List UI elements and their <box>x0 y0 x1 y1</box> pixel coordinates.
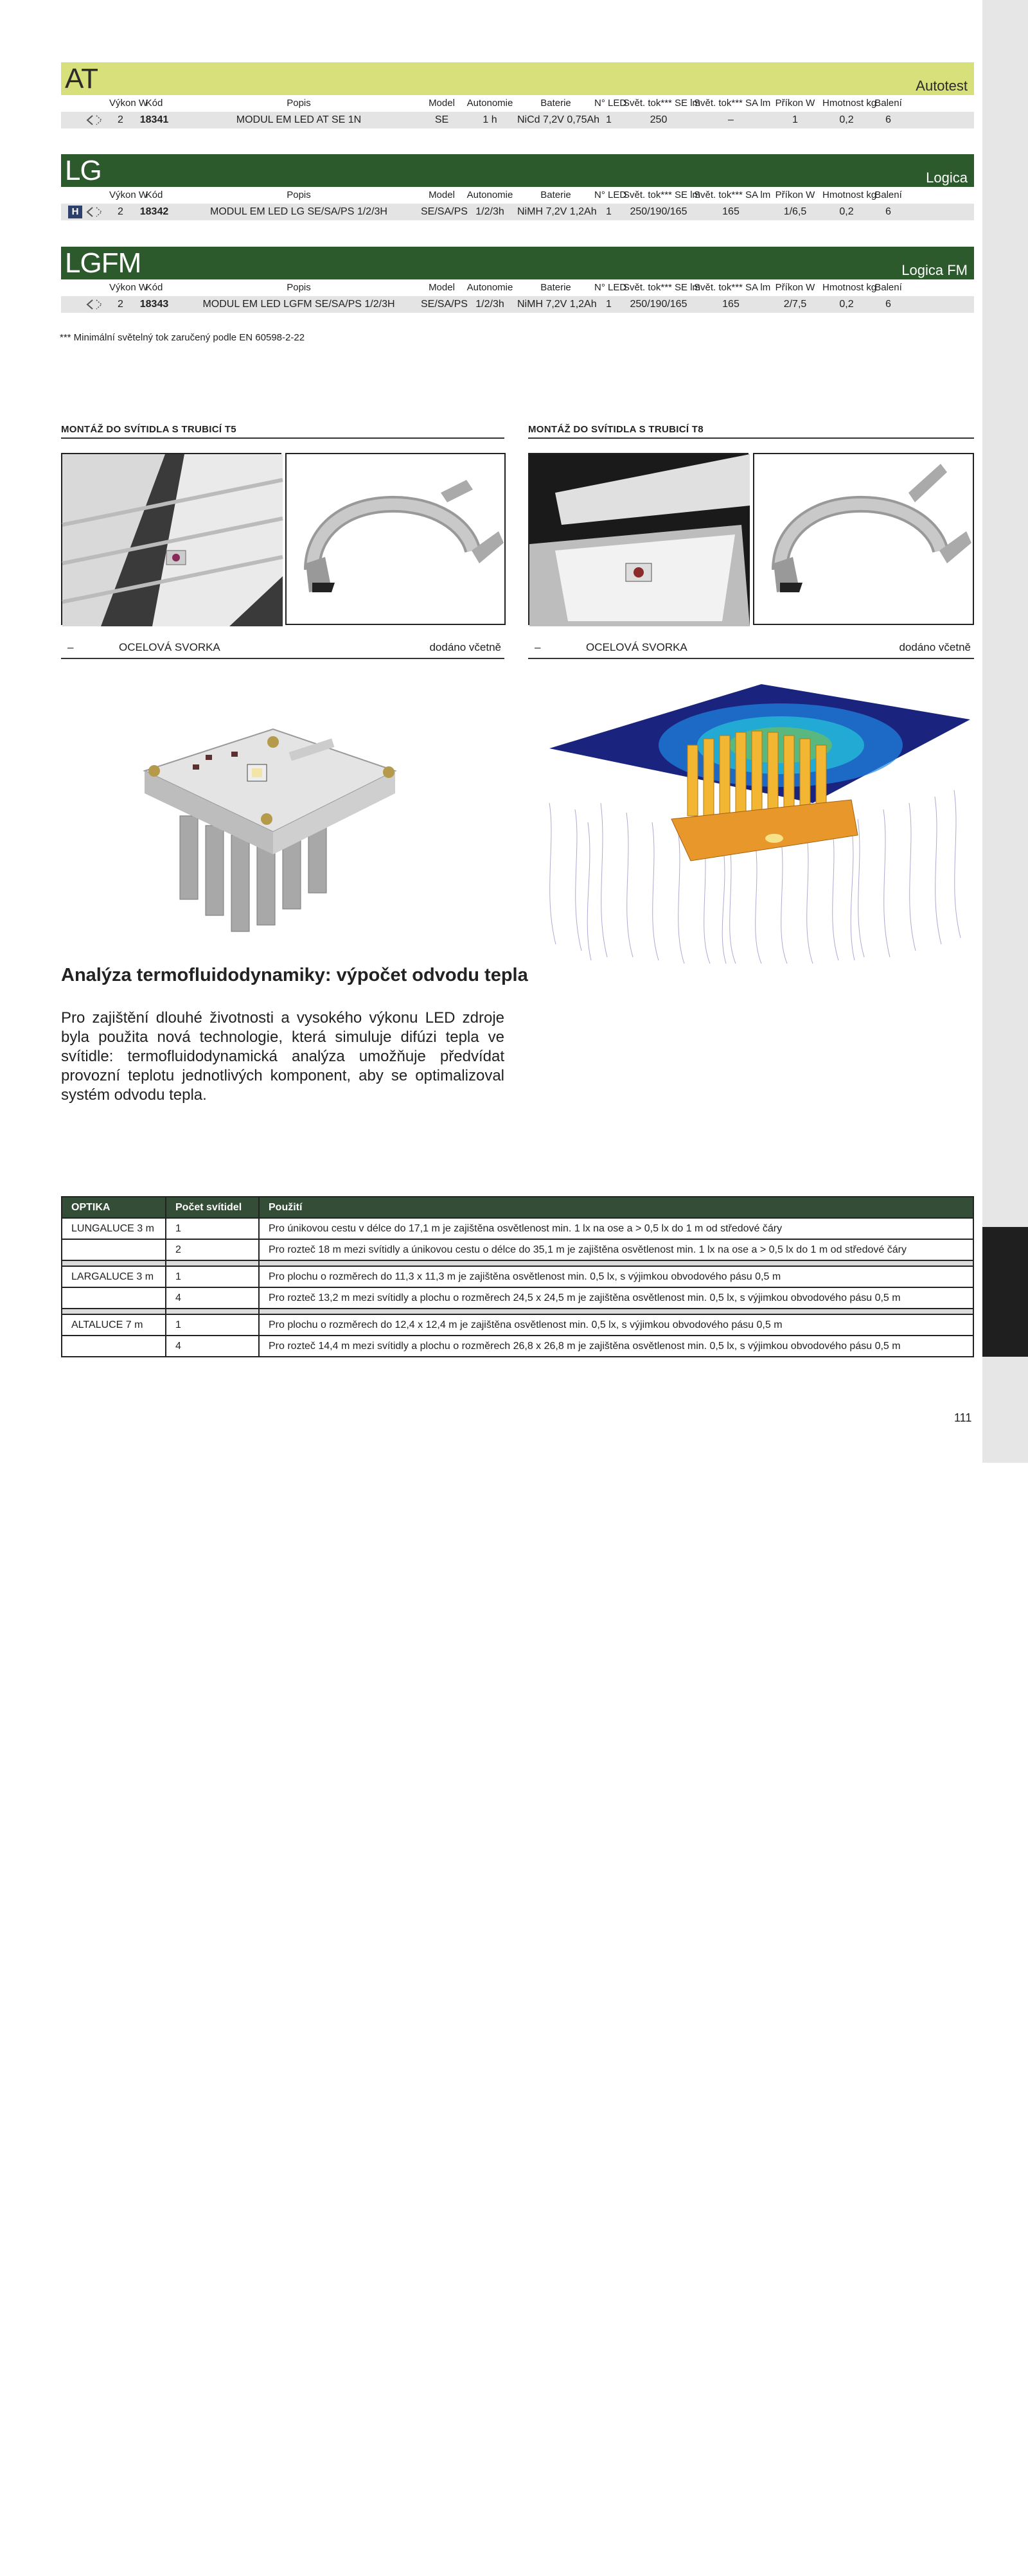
th-optic: OPTIKA <box>62 1197 166 1218</box>
included-label: dodáno včetně <box>899 641 971 653</box>
product-code: LG <box>65 155 102 186</box>
cell-led-count: 1 <box>606 114 612 125</box>
col-header: Baterie <box>540 282 571 293</box>
cell-weight: 0,2 <box>839 206 854 217</box>
col-header: Svět. tok*** SA lm <box>694 98 771 109</box>
footnote: *** Minimální světelný tok zaručený podle EN 60598-2-22 <box>60 332 305 343</box>
cell-model: SE <box>434 114 449 125</box>
cell-battery: NiCd 7,2V 0,75Ah <box>517 114 600 125</box>
product-name: Logica <box>926 170 968 186</box>
product-bar <box>61 247 974 279</box>
product-row <box>61 296 974 313</box>
emergency-exit-icon <box>85 298 104 311</box>
col-header: Příkon W <box>775 282 815 293</box>
col-header: Popis <box>287 190 311 200</box>
col-header: Svět. tok*** SE lm <box>623 98 701 109</box>
mount-title-t5: MONTÁŽ DO SVÍTIDLA S TRUBICÍ T5 <box>61 424 504 439</box>
column-header-row <box>61 187 974 204</box>
table-row <box>62 1218 973 1239</box>
cell-code: 18341 <box>139 114 169 125</box>
product-row <box>61 204 974 220</box>
luminaire-t5-photo <box>61 453 281 625</box>
cell-description: MODUL EM LED AT SE 1N <box>236 114 362 125</box>
side-tab <box>982 1227 1028 2576</box>
cell-led-count: 1 <box>606 206 612 217</box>
cell-led-count: 1 <box>606 299 612 310</box>
table-row <box>62 1336 973 1357</box>
dash: – <box>67 641 74 653</box>
steel-clamp-photo <box>285 453 506 625</box>
luminaire-count: 2 <box>166 1239 259 1260</box>
side-strip <box>982 0 1028 2576</box>
th-use: Použití <box>259 1197 973 1218</box>
product-bar <box>61 62 974 95</box>
page-number: 111 <box>954 1411 972 1424</box>
col-header: N° LED <box>594 282 627 293</box>
h-badge: H <box>68 206 82 218</box>
col-header: Popis <box>287 282 311 293</box>
product-name: Logica FM <box>901 262 968 278</box>
cell-autonomy: 1 h <box>483 114 497 125</box>
col-header: N° LED <box>594 98 627 109</box>
luminaire-count: 1 <box>166 1314 259 1336</box>
emergency-exit-icon <box>85 114 104 127</box>
optics-table <box>61 1196 974 1357</box>
usage-text: Pro rozteč 18 m mezi svítidly a únikovou cestu o délce do 35,1 m je zajištěna osvětlenost min. 1 lx na ose a > 0,5 lx do 1 m od středové čáry <box>259 1239 973 1260</box>
cell-input-power: 1 <box>792 114 798 125</box>
col-header: Svět. tok*** SE lm <box>623 190 701 200</box>
cell-model: SE/SA/PS <box>421 299 468 310</box>
optic-name: LARGALUCE 3 m <box>62 1266 166 1287</box>
product-block-lgfm <box>61 247 974 313</box>
col-header: Baterie <box>540 190 571 200</box>
cell-flux-sa: – <box>728 114 734 125</box>
col-header: Model <box>429 98 455 109</box>
col-header: Autonomie <box>466 98 513 109</box>
product-bar <box>61 154 974 187</box>
steel-clamp-photo-2 <box>753 453 974 625</box>
cell-flux-se: 250/190/165 <box>630 299 687 310</box>
analysis-text: Pro zajištění dlouhé životnosti a vysokého výkonu LED zdroje byla použita nová technologie, která simuluje difúzi tepla ve svítidle: termofluidodynamická analýza umožňuje předvídat provozní teplotu jednotlivých komponent, aby se optimalizoval systém odvodu tepla. <box>61 1009 504 1104</box>
clamp-info-t5 <box>61 640 504 659</box>
col-header: Model <box>429 190 455 200</box>
optic-name: ALTALUCE 7 m <box>62 1314 166 1336</box>
luminaire-count: 1 <box>166 1218 259 1239</box>
dash: – <box>535 641 541 653</box>
col-header: Balení <box>874 98 902 109</box>
usage-text: Pro plochu o rozměrech do 11,3 x 11,3 m je zajištěna osvětlenost min. 0,5 lx, s výjimkou obvodového pásu 0,5 m <box>259 1266 973 1287</box>
cell-flux-se: 250/190/165 <box>630 206 687 217</box>
col-header: Kód <box>145 282 163 293</box>
cell-code: 18342 <box>139 206 169 217</box>
col-header: Autonomie <box>466 282 513 293</box>
cell-model: SE/SA/PS <box>421 206 468 217</box>
emergency-exit-icon <box>85 206 104 218</box>
table-row <box>62 1239 973 1260</box>
cell-description: MODUL EM LED LGFM SE/SA/PS 1/2/3H <box>202 299 395 310</box>
col-header: Výkon W <box>109 282 148 293</box>
cell-flux-se: 250 <box>650 114 668 125</box>
usage-text: Pro únikovou cestu v délce do 17,1 m je zajištěna osvětlenost min. 1 lx na ose a > 0,5 lx do 1 m od středové čáry <box>259 1218 973 1239</box>
clamp-info-t8 <box>528 640 974 659</box>
mount-title-t8: MONTÁŽ DO SVÍTIDLA S TRUBICÍ T8 <box>528 424 974 439</box>
analysis-title: Analýza termofluidodynamiky: výpočet odvodu tepla <box>61 965 528 985</box>
usage-text: Pro rozteč 13,2 m mezi svítidly a plochu o rozměrech 24,5 x 24,5 m je zajištěna osvětlenost min. 0,5 lx, s výjimkou obvodového pásu 0,5 m <box>259 1287 973 1309</box>
col-header: Hmotnost kg <box>822 98 877 109</box>
column-header-row <box>61 279 974 296</box>
col-header: Hmotnost kg <box>822 190 877 200</box>
col-header: Hmotnost kg <box>822 282 877 293</box>
col-header: Kód <box>145 98 163 109</box>
side-label: NOUZOVÉ LED MODULY <box>997 2487 1004 2576</box>
luminaire-count: 4 <box>166 1287 259 1309</box>
col-header: Baterie <box>540 98 571 109</box>
led-module-image <box>135 687 405 938</box>
included-label: dodáno včetně <box>429 641 501 653</box>
col-header: Výkon W <box>109 98 148 109</box>
column-header-row <box>61 95 974 112</box>
product-block-lg <box>61 154 974 220</box>
col-header: Příkon W <box>775 98 815 109</box>
product-name: Autotest <box>916 78 968 94</box>
col-header: Balení <box>874 282 902 293</box>
cell-autonomy: 1/2/3h <box>475 299 504 310</box>
cell-code: 18343 <box>139 299 169 310</box>
col-header: N° LED <box>594 190 627 200</box>
cell-weight: 0,2 <box>839 114 854 125</box>
luminaire-count: 4 <box>166 1336 259 1357</box>
cell-flux-sa: 165 <box>722 299 740 310</box>
cell-package: 6 <box>885 299 891 310</box>
cell-package: 6 <box>885 206 891 217</box>
col-header: Balení <box>874 190 902 200</box>
luminaire-t8-photo <box>528 453 749 625</box>
cell-power: 2 <box>118 114 123 125</box>
cell-power: 2 <box>118 206 123 217</box>
cell-package: 6 <box>885 114 891 125</box>
cell-description: MODUL EM LED LG SE/SA/PS 1/2/3H <box>210 206 387 217</box>
col-header: Svět. tok*** SA lm <box>694 190 771 200</box>
product-block-at <box>61 62 974 128</box>
cell-battery: NiMH 7,2V 1,2Ah <box>517 299 597 310</box>
cell-flux-sa: 165 <box>722 206 740 217</box>
clamp-label: OCELOVÁ SVORKA <box>586 641 687 653</box>
product-code: LGFM <box>65 247 141 279</box>
th-count: Počet svítidel <box>166 1197 259 1218</box>
col-header: Model <box>429 282 455 293</box>
col-header: Popis <box>287 98 311 109</box>
table-row <box>62 1266 973 1287</box>
col-header: Svět. tok*** SA lm <box>694 282 771 293</box>
optics-header <box>62 1197 973 1218</box>
clamp-label: OCELOVÁ SVORKA <box>119 641 220 653</box>
usage-text: Pro plochu o rozměrech do 12,4 x 12,4 m je zajištěna osvětlenost min. 0,5 lx, s výjimkou obvodového pásu 0,5 m <box>259 1314 973 1336</box>
cell-input-power: 2/7,5 <box>783 299 807 310</box>
col-header: Výkon W <box>109 190 148 200</box>
cell-battery: NiMH 7,2V 1,2Ah <box>517 206 597 217</box>
col-header: Kód <box>145 190 163 200</box>
cell-power: 2 <box>118 299 123 310</box>
usage-text: Pro rozteč 14,4 m mezi svítidly a plochu o rozměrech 26,8 x 26,8 m je zajištěna osvětlenost min. 0,5 lx, s výjimkou obvodového pásu 0,5 m <box>259 1336 973 1357</box>
optic-name: LUNGALUCE 3 m <box>62 1218 166 1239</box>
thermal-simulation-image <box>530 675 973 967</box>
cell-autonomy: 1/2/3h <box>475 206 504 217</box>
product-row <box>61 112 974 128</box>
product-code: AT <box>65 63 98 94</box>
col-header: Svět. tok*** SE lm <box>623 282 701 293</box>
table-row <box>62 1314 973 1336</box>
col-header: Příkon W <box>775 190 815 200</box>
col-header: Autonomie <box>466 190 513 200</box>
table-row <box>62 1287 973 1309</box>
luminaire-count: 1 <box>166 1266 259 1287</box>
cell-weight: 0,2 <box>839 299 854 310</box>
cell-input-power: 1/6,5 <box>783 206 807 217</box>
